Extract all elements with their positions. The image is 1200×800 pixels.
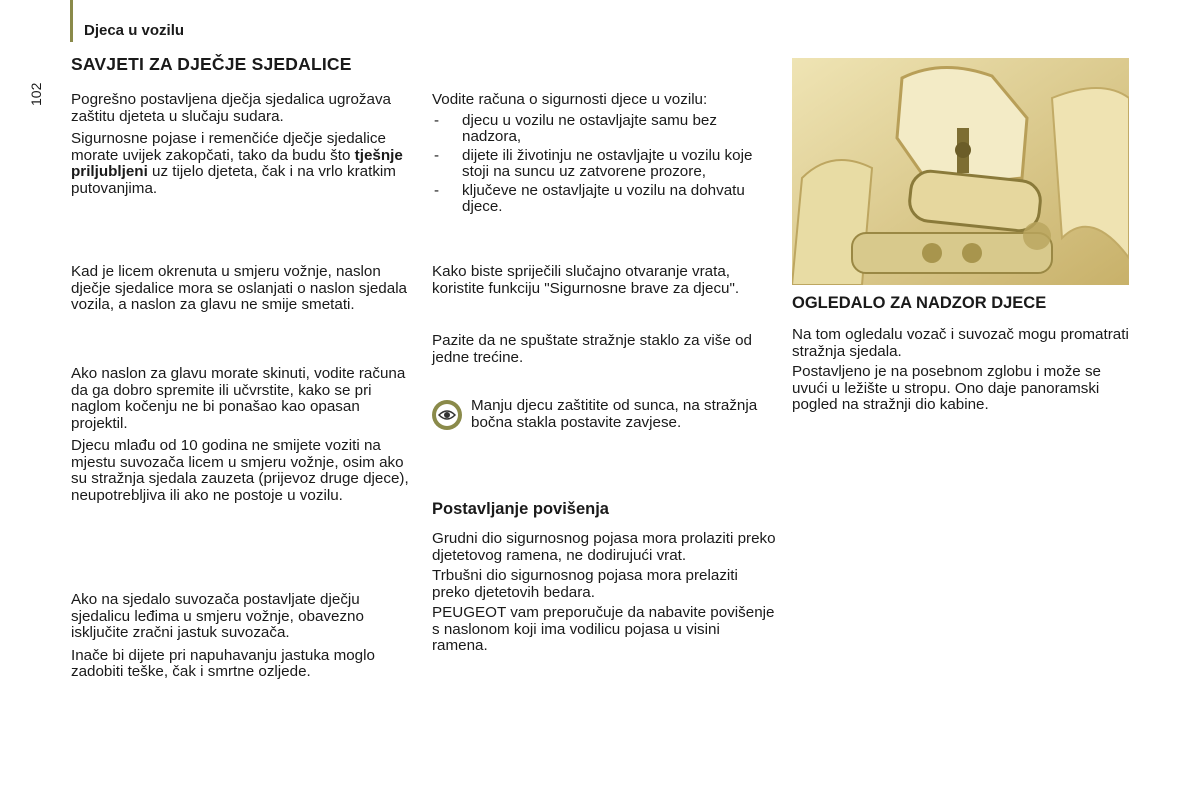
mirror-title: OGLEDALO ZA NADZOR DJECE <box>792 294 1047 312</box>
paragraph: Inače bi dijete pri napuhavanju jastuka moglo zadobiti teške, čak i smrtne ozljede. <box>71 646 375 680</box>
tip-text: Manju djecu zaštitite od sunca, na stražnja bočna stakla postavite zavjese. <box>471 397 758 431</box>
col3-block <box>792 327 1132 414</box>
booster-title: Postavljanje povišenja <box>432 500 609 518</box>
eye-icon <box>432 400 462 430</box>
paragraph: Kako biste spriječili slučajno otvaranje vrata, koristite funkciju "Sigurnosne brave za djecu". <box>432 263 740 297</box>
mirror-illustration <box>792 58 1129 285</box>
col1-block-a <box>71 92 411 197</box>
list-item: - djecu u vozilu ne ostavljajte samu bez nadzora, <box>432 113 777 146</box>
paragraph: Ako naslon za glavu morate skinuti, vodite računa da ga dobro spremite ili učvrstite, kako se pri naglom kočenju ne bi ponašao kao opasan projektil. <box>71 365 406 432</box>
paragraph: Vodite računa o sigurnosti djece u vozilu: <box>432 91 708 108</box>
paragraph: Grudni dio sigurnosnog pojasa mora prolaziti preko djetetovog ramena, ne dodirujući vrat. <box>432 530 776 564</box>
col1-block-c <box>71 592 411 681</box>
paragraph: Pazite da ne spuštate stražnje staklo za više od jedne trećine. <box>432 332 752 366</box>
section-title: Djeca u vozilu <box>84 22 185 39</box>
main-title: SAVJETI ZA DJEČJE SJEDALICE <box>71 54 352 74</box>
paragraph: Postavljeno je na posebnom zglobu i može se uvući u ležište u stropu. Ono daje panoramski pogled na stražnji dio kabine. <box>792 363 1102 413</box>
bullet-list <box>432 113 777 216</box>
col1-block-b <box>71 366 411 504</box>
paragraph: PEUGEOT vam preporučuje da nabavite povišenje s naslonom koji ima vodilicu pojasa u visini ramena. <box>432 604 775 654</box>
paragraph: Djecu mlađu od 10 godina ne smijete voziti na mjestu suvozača licem u smjeru vožnje, osim ako su stražnja sjedala zauzeta (prijevoz druge djece), neupotrebljiva ili ako ne postoje u vozilu. <box>71 437 409 504</box>
col2-block-b <box>432 531 777 655</box>
paragraph: Kad je licem okrenuta u smjeru vožnje, naslon dječje sjedalice mora se oslanjati o naslon sjedala vozila, a naslon za glavu ne smije smetati. <box>71 263 408 313</box>
paragraph: Pogrešno postavljena dječja sjedalica ugrožava zaštitu djeteta u slučaju sudara. <box>71 91 391 125</box>
page-number: 102 <box>28 82 44 106</box>
paragraph: Trbušni dio sigurnosnog pojasa mora prelaziti preko djetetovih bedara. <box>432 567 738 601</box>
col2-block-a <box>432 92 777 216</box>
paragraph: Sigurnosne pojase i remenčiće dječje sjedalice morate uvijek zakopčati, tako da budu što tješnje priljubljeni uz tijelo djeteta, čak i na vrlo kratkim putovanjima. <box>71 130 403 197</box>
paragraph: Ako na sjedalo suvozača postavljate dječju sjedalicu leđima u smjeru vožnje, obavezno isključite zračni jastuk suvozača. <box>71 591 364 641</box>
paragraph: Na tom ogledalu vozač i suvozač mogu promatrati stražnja sjedala. <box>792 326 1129 360</box>
list-item: - ključeve ne ostavljajte u vozilu na dohvatu djece. <box>432 183 777 216</box>
header-accent-bar <box>70 0 73 42</box>
list-item: - dijete ili životinju ne ostavljajte u vozilu koje stoji na suncu uz zatvorene prozore, <box>432 148 777 181</box>
